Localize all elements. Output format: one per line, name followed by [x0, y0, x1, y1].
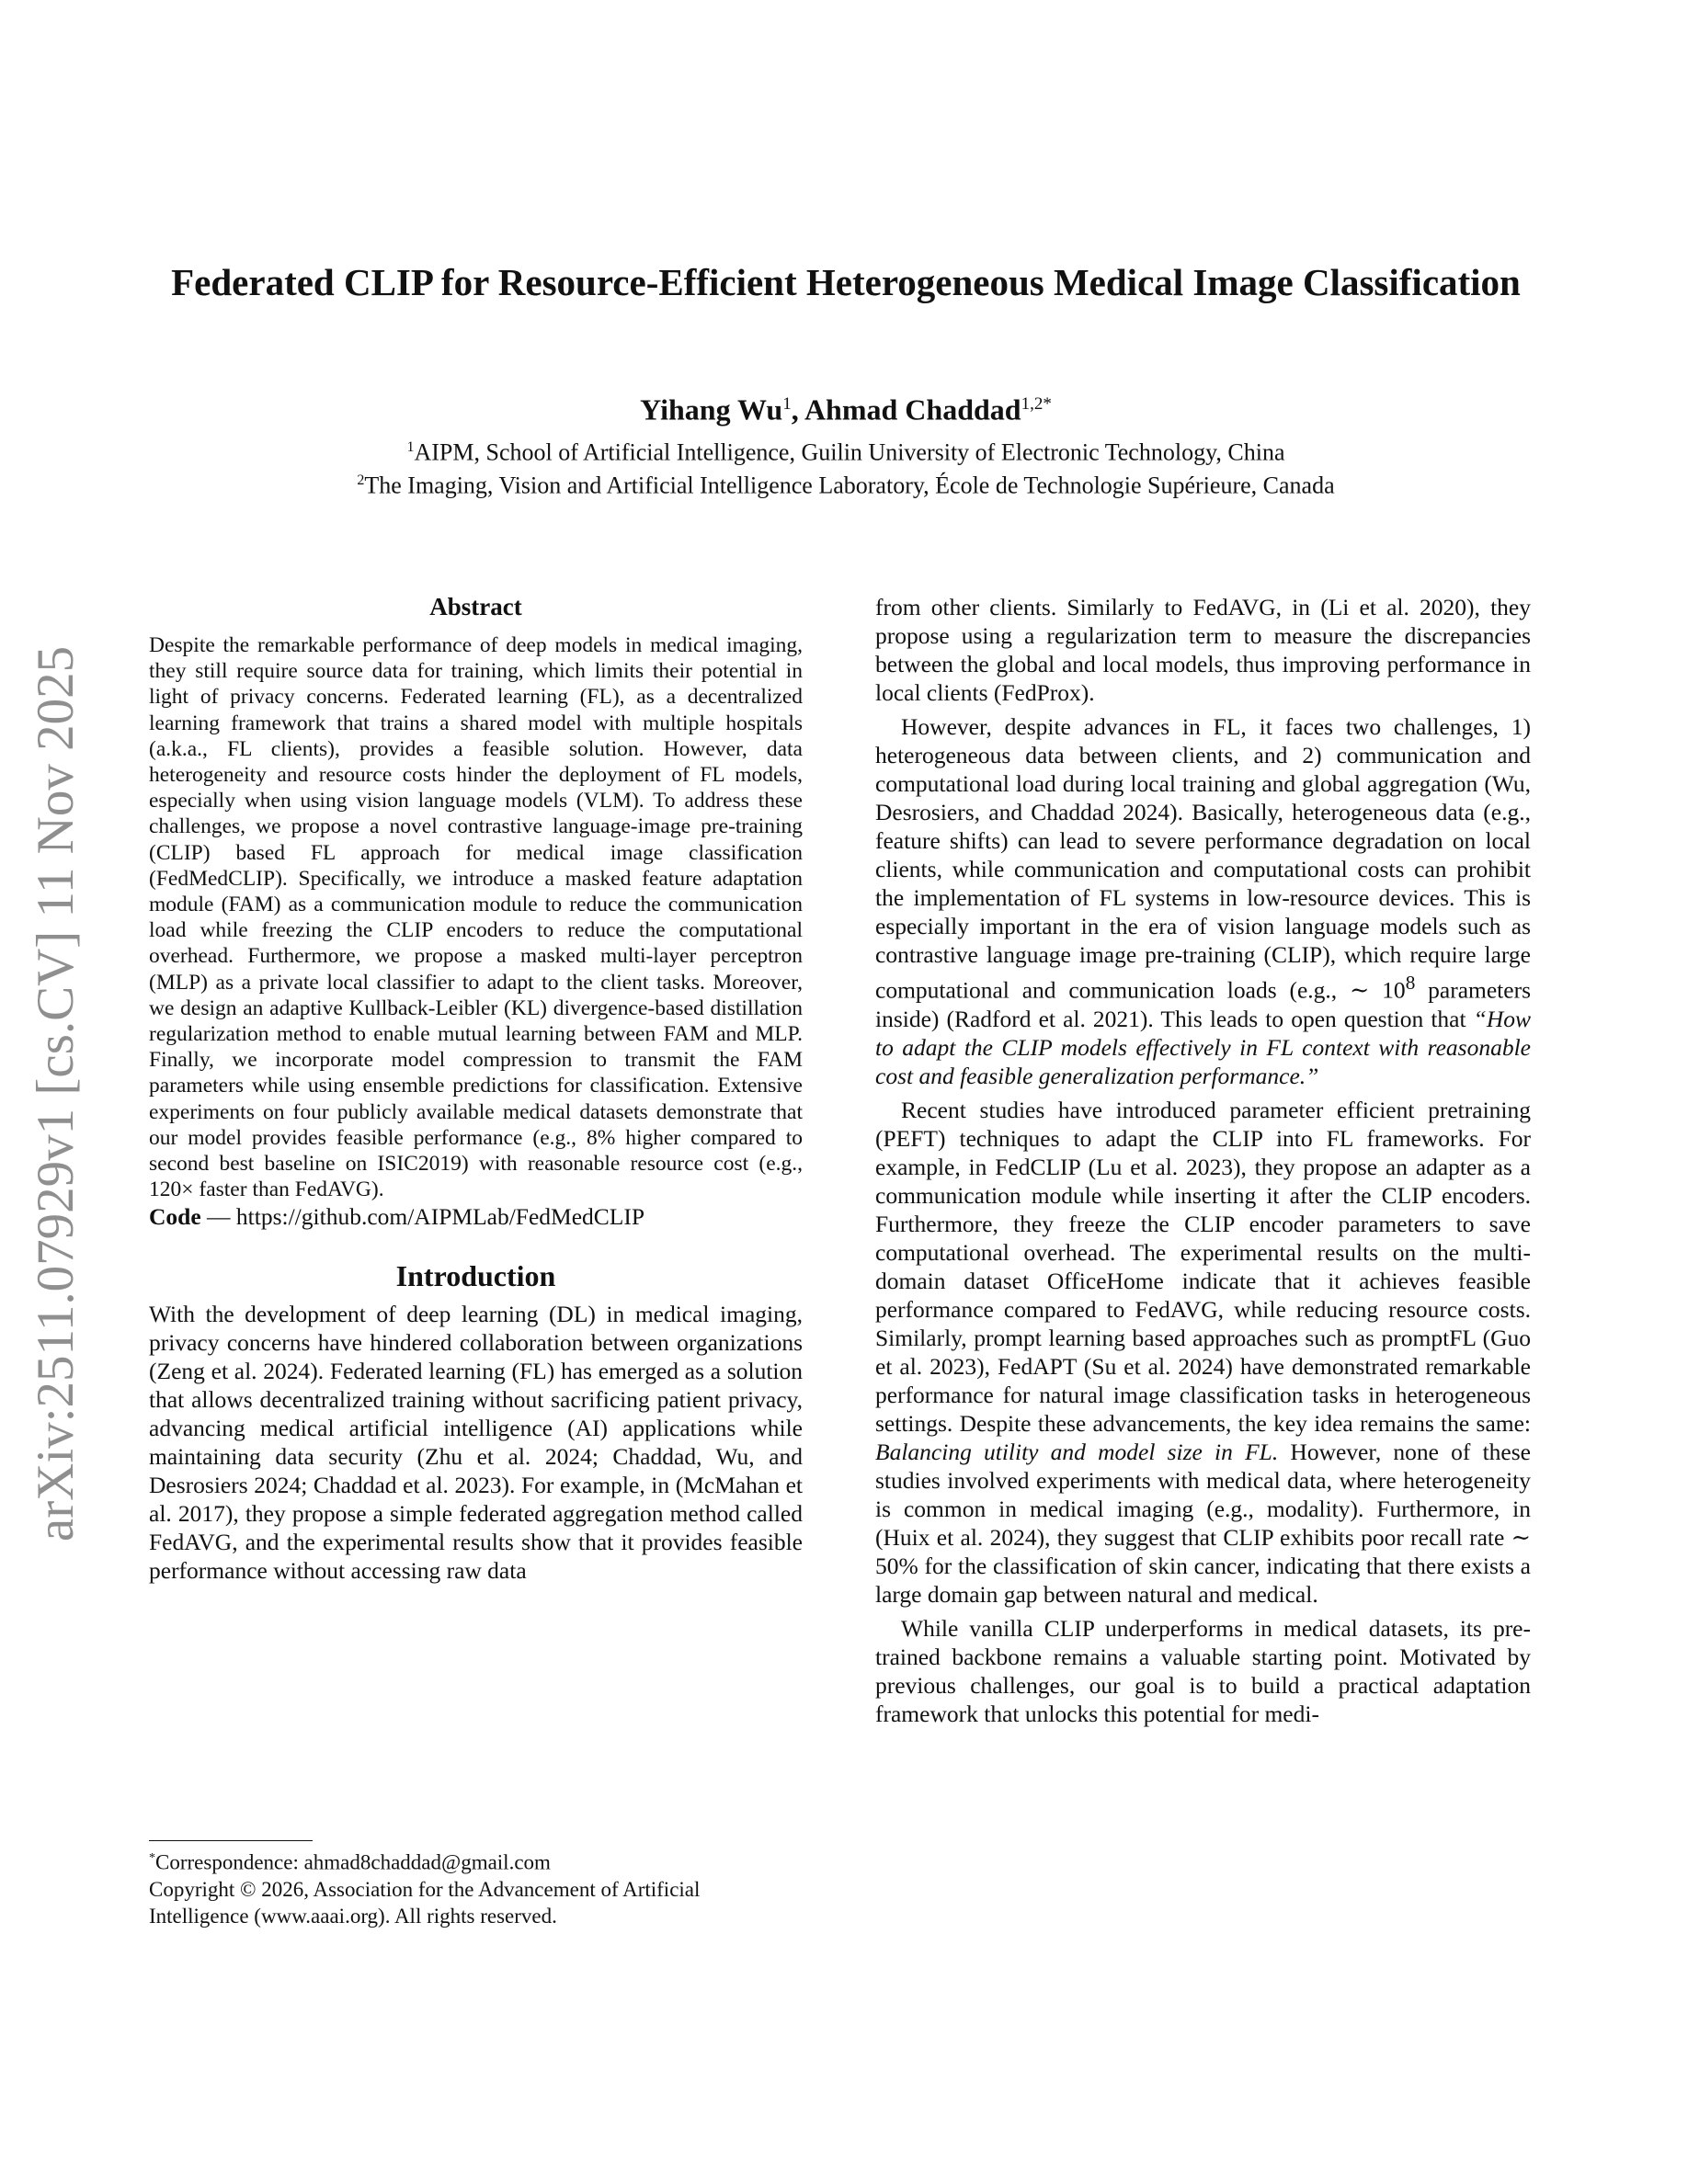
exponent: 8 — [1405, 972, 1416, 994]
peft-text: Recent studies have introduced parameter efficient pretraining (PEFT) techniques to adapt the CLIP into FL frameworks. For example, in FedCLIP (Lu et al. 2023), they propose an adapter as a communication module while inserting it after the CLIP encoders. Furthermore, they freeze the CLIP encoder parameters to save computational overhead. The experimental results on the multi-domain dataset OfficeHome indicate that it achieves feasible performance compared to FedAVG, while reducing resource costs. Similarly, prompt learning based approaches such as promptFL (Guo et al. 2023), FedAPT (Su et al. 2024) have demonstrated remarkable performance for natural image classification tasks in heterogeneous settings. Despite these advancements, the key idea remains the same: — [875, 1096, 1531, 1437]
author-affiliation-mark: 1 — [782, 394, 792, 414]
approx-value: ∼ 10 — [1349, 976, 1406, 1004]
footnote-mark: * — [149, 1851, 155, 1865]
footnote-rule — [149, 1840, 313, 1841]
footnote — [149, 1840, 803, 1929]
abstract-body: Despite the remarkable performance of deep models in medical imaging, they still require source data for training, which limits their potential in light of privacy concerns. Federated learning (FL), as a decentralized learning framework that trains a shared model with multiple hospitals (a.k.a., FL clients), provides a feasible solution. However, data heterogeneity and resource costs hinder the deployment of FL models, especially when using vision language models (VLM). To address these challenges, we propose a novel contrastive language-image pre-training (CLIP) based FL approach for medical image classification (FedMedCLIP). Specifically, we introduce a masked feature adaptation module (FAM) as a communication module to reduce the communication load while freezing the CLIP encoders to reduce the computational overhead. Furthermore, we propose a masked multi-layer perceptron (MLP) as a private local classifier to adapt to the client tasks. Moreover, we design an adaptive Kullback-Leibler (KL) divergence-based distillation regularization method to enable mutual learning between FAM and MLP. Finally, we incorporate model compression to transmit the FAM parameters while using ensemble predictions for classification. Extensive experiments on four publicly available medical datasets demonstrate that our model provides feasible performance (e.g., 8% higher compared to second best baseline on ISIC2019) with reasonable resource cost (e.g., 120× faster than FedAVG). — [149, 633, 803, 1202]
research-question: “How to adapt the CLIP models effectively in FL context with reasonable cost and feasible generalization performance.” — [875, 1005, 1531, 1089]
arxiv-identifier: arXiv:2511.07929v1 [cs.CV] 11 Nov 2025 — [27, 645, 85, 1542]
correspondence-text: Correspondence: ahmad8chaddad@gmail.com — [155, 1850, 551, 1874]
author-affiliation-mark: 1,2* — [1021, 394, 1052, 414]
code-link-line — [149, 1202, 803, 1231]
affiliation-1 — [147, 432, 1545, 469]
body-paragraph: from other clients. Similarly to FedAVG, in (Li et al. 2020), they propose using a regularization term to measure the discrepancies between the global and local models, thus improving performance in local clients (FedProx). — [875, 594, 1531, 706]
affiliation-text: AIPM, School of Artificial Intelligence, Guilin University of Electronic Technology, China — [414, 438, 1285, 466]
body-paragraph-challenges — [875, 712, 1531, 1090]
left-column — [149, 593, 803, 1585]
code-label: Code — [149, 1203, 201, 1231]
affiliation-2 — [147, 465, 1545, 502]
body-paragraph-peft — [875, 1096, 1531, 1609]
paper-title: Federated CLIP for Resource-Efficient Heterogeneous Medical Image Classification — [171, 261, 1521, 303]
body-paragraph-motivation: While vanilla CLIP underperforms in medical datasets, its pre-trained backbone remains a valuable starting point. Motivated by previous challenges, our goal is to build a practical adaptation framework that unlocks this potential for medi- — [875, 1614, 1531, 1727]
challenges-text: However, despite advances in FL, it faces two challenges, 1) heterogeneous data between clients, and 2) communication and computational load during local training and global aggregation (Wu, Desrosiers, and Chaddad 2024). Basically, heterogeneous data (e.g., feature shifts) can lead to severe performance degradation on local clients, while communication and computational costs can prohibit the implementation of FL systems in low-resource devices. This is especially important in the era of vision language models such as contrastive language image pre-training (CLIP), which require large computational and communication loads (e.g., — [875, 713, 1531, 1004]
affiliation-text: The Imaging, Vision and Artificial Intelligence Laboratory, École de Technologie Supérieure, Canada — [364, 472, 1335, 499]
introduction-paragraph: With the development of deep learning (DL) in medical imaging, privacy concerns have hindered collaboration between organizations (Zeng et al. 2024). Federated learning (FL) has emerged as a solution that allows decentralized training without sacrificing patient privacy, advancing medical artificial intelligence (AI) applications while maintaining data security (Zhu et al. 2024; Chaddad, Wu, and Desrosiers 2024; Chaddad et al. 2023). For example, in (McMahan et al. 2017), they propose a simple federated aggregation method called FedAVG, and the experimental results show that it provides feasible performance without accessing raw data — [149, 1301, 803, 1585]
key-idea-emphasis: Balancing utility and model size in FL. — [875, 1438, 1279, 1465]
code-separator: — — [200, 1203, 236, 1231]
author-list: Yihang Wu$^1$, Ahmad Chaddad$^{1,2*}$ — [640, 392, 1052, 427]
abstract-heading: Abstract — [429, 593, 522, 620]
challenges-text-cont: parameters inside) (Radford et al. 2021). This leads to open question that — [875, 976, 1531, 1032]
affiliation-mark: 2 — [357, 472, 365, 488]
affiliation-mark: 1 — [406, 439, 415, 455]
right-column — [875, 593, 1531, 1728]
correspondence-note — [149, 1845, 803, 1876]
author-name: Yihang Wu — [640, 392, 783, 427]
copyright-note: Copyright © 2026, Association for the Advancement of Artificial Intelligence (www.aaai.org). All rights reserved. — [149, 1877, 701, 1928]
code-url-link[interactable]: https://github.com/AIPMLab/FedMedCLIP — [235, 1203, 645, 1231]
peft-text-cont: However, none of these studies involved experiments with medical data, where heterogeneity is common in medical imaging (e.g., modality). Furthermore, in (Huix et al. 2024), they suggest that CLIP exhibits poor recall rate ∼ 50% for the classification of skin cancer, indicating that there exists a large domain gap between natural and medical. — [875, 1438, 1531, 1608]
author-name: Ahmad Chaddad — [804, 392, 1021, 427]
introduction-heading: Introduction — [395, 1259, 556, 1293]
